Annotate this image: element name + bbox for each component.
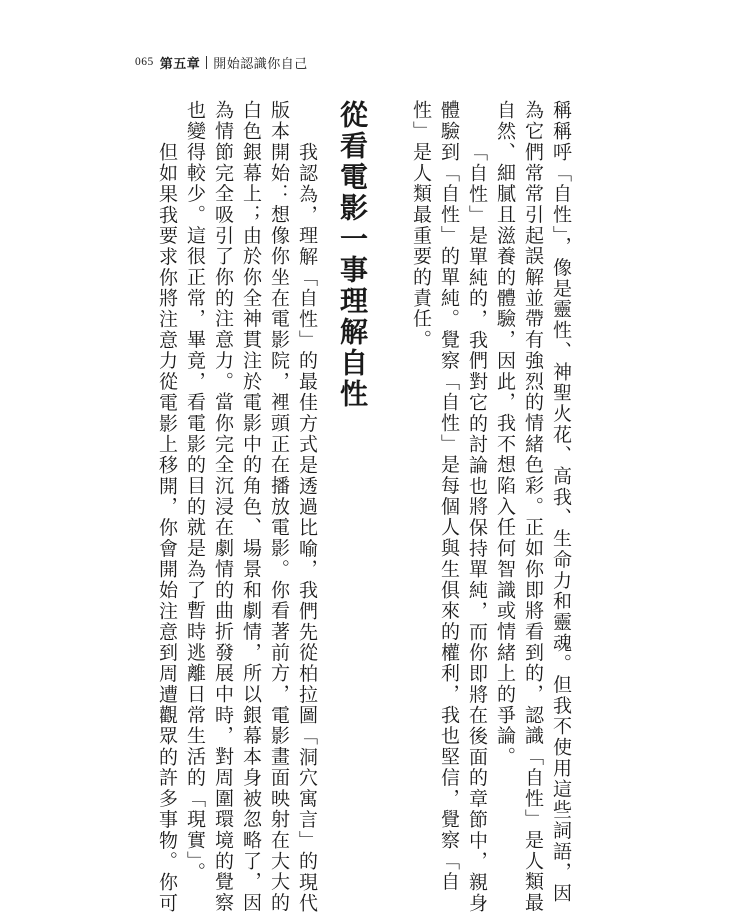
chapter-label: 第五章 <box>159 56 201 72</box>
running-header <box>135 52 308 72</box>
chapter-title: 開始認識你自己 <box>213 56 308 72</box>
section-heading: 從看電影一事理解自性 <box>336 100 369 410</box>
text-column: 版本開始：想像你坐在電影院，裡頭正在播放電影。你看著前方，電影畫面映射在大大的 <box>268 100 290 913</box>
text-column: 白色銀幕上；由於你全神貫注於電影中的角色、場景和劇情，所以銀幕本身被忽略了，因 <box>240 100 262 913</box>
text-column: 我認為，理解「自性」的最佳方式是透過比喻，我們先從柏拉圖「洞穴寓言」的現代 <box>296 142 318 913</box>
text-column: 「自性」是單純的，我們對它的討論也將保持單純，而你即將在後面的章節中，親身 <box>466 142 488 913</box>
page-number: 065 <box>135 56 154 68</box>
text-column: 體驗到「自性」的單純。覺察「自性」是每個人與生俱來的權利，我也堅信，覺察「自 <box>438 100 460 893</box>
text-column: 但如果我要求你將注意力從電影上移開，你會開始注意到周遭觀眾的許多事物。你可 <box>156 142 178 913</box>
text-column: 為情節完全吸引了你的注意力。當你完全沉浸在劇情的曲折發展中時，對周圍環境的覺察 <box>212 100 234 913</box>
text-column: 自然、細膩且滋養的體驗，因此，我不想陷入任何智識或情緒上的爭論。 <box>494 100 516 768</box>
header-divider <box>206 56 207 69</box>
text-column: 性」是人類最重要的責任。 <box>410 100 432 351</box>
text-column: 為它們常常引起誤解並帶有強烈的情緒色彩。正如你即將看到的，認識「自性」是人類最 <box>522 100 544 913</box>
text-column: 稱稱呼「自性」，像是靈性、神聖火花、高我、生命力和靈魂。但我不使用這些詞語，因 <box>550 100 572 904</box>
text-column: 也變得較少。這很正常，畢竟，看電影的目的就是為了暫時逃離日常生活的「現實」。 <box>184 100 206 883</box>
